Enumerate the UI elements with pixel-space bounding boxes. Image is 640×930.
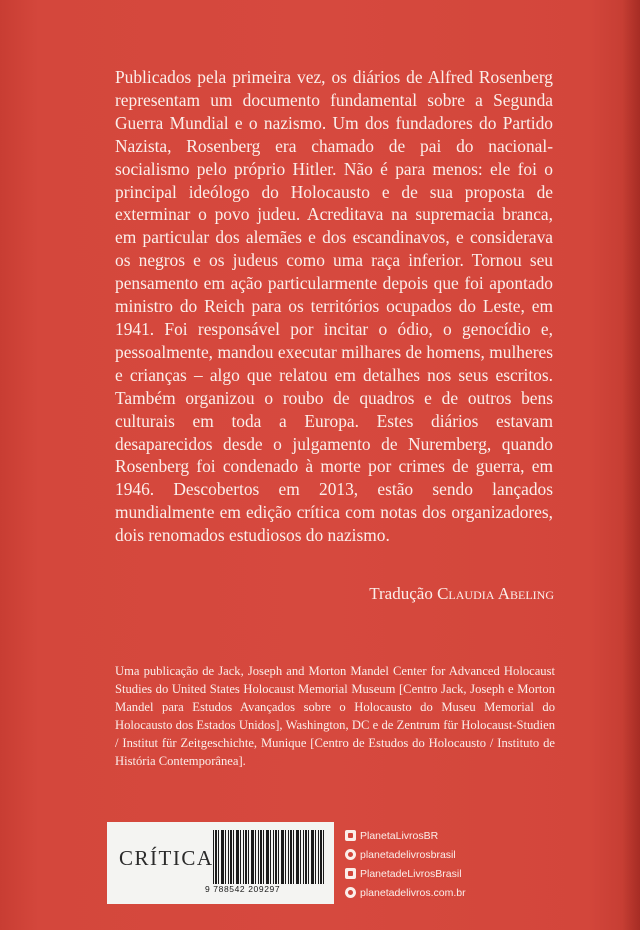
social-text: planetadelivros.com.br — [360, 886, 466, 899]
publisher-label-box — [107, 822, 334, 904]
social-item-instagram[interactable] — [345, 845, 466, 864]
cover-edge-shadow — [622, 0, 640, 930]
isbn-number: 9 788542 209297 — [205, 884, 281, 894]
social-item-website[interactable] — [345, 883, 466, 902]
instagram-icon — [345, 849, 356, 860]
social-text: planetadelivrosbrasil — [360, 848, 456, 861]
website-icon — [345, 887, 356, 898]
translation-label: Tradução — [369, 584, 433, 603]
translator-name: Claudia Abeling — [437, 584, 554, 603]
facebook-icon — [345, 868, 356, 879]
barcode-area — [205, 830, 325, 896]
social-item-facebook[interactable] — [345, 864, 466, 883]
social-item-twitter[interactable] — [345, 826, 466, 845]
social-text: PlanetaLivrosBR — [360, 829, 439, 842]
translation-credit — [369, 584, 554, 604]
publisher-logo: CRÍTICA — [119, 846, 214, 870]
barcode-icon — [213, 830, 325, 884]
publication-note: Uma publicação de Jack, Joseph and Morton Mandel Center for Advanced Holocaust Studies do United States Holocaust Memorial Museum [Centro Jack, Joseph e Morton Mandel para Estudos Avançados sobre o Holocausto do Museu Memorial do Holocausto dos Estados Unidos], Washington, DC e de Zentrum für Holocaust-Studien / Institut für Zeitgeschichte, Munique [Centro de Estudos do Holocausto / Instituto de História Contemporânea]. — [115, 664, 555, 768]
twitter-icon — [345, 830, 356, 841]
social-links — [345, 826, 466, 902]
social-text: PlanetadeLivrosBrasil — [360, 867, 462, 880]
book-blurb: Publicados pela primeira vez, os diários de Alfred Rosenberg representam um documento fundamental sobre a Segunda Guerra Mundial e o nazismo. Um dos fundadores do Partido Nazista, Rosenberg era chamado de pai do nacional-socialismo pelo próprio Hitler. Não é para menos: ele foi o principal ideólogo do Holocausto e de sua proposta de exterminar o povo judeu. Acreditava na supremacia branca, em particular dos alemães e dos escandinavos, e considerava os negros e os judeus como uma raça inferior. Tornou seu pensamento em ação particularmente depois que foi apontado ministro do Reich para os territórios ocupados do Leste, em 1941. Foi responsável por incitar o ódio, o genocídio e, pessoalmente, mandou executar milhares de homens, mulheres e crianças – algo que relatou em detalhes nos seus escritos. Também organizou o roubo de quadros e de outros bens culturais em toda a Europa. Estes diários estavam desaparecidos desde o julgamento de Nuremberg, quando Rosenberg foi condenado à morte por crimes de guerra, em 1946. Descobertos em 2013, estão sendo lançados mundialmente em edição crítica com notas dos organizadores, dois renomados estudiosos do nazismo. — [115, 67, 553, 546]
